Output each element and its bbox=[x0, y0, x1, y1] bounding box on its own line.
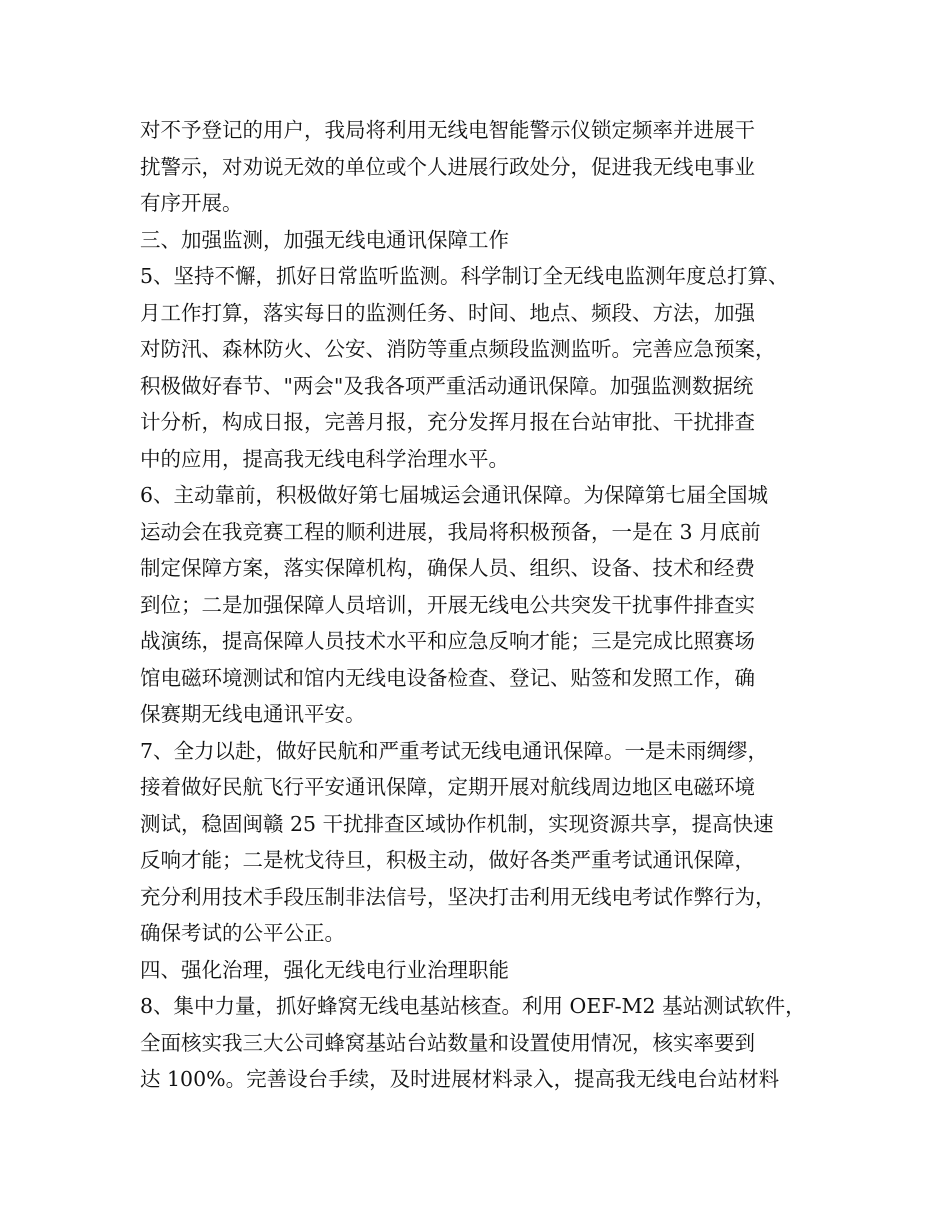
text-line: 反响才能；二是枕戈待旦，积极主动，做好各类严重考试通讯保障， bbox=[140, 848, 755, 872]
text-line: 计分析，构成日报，完善月报，充分发挥月报在台站审批、干扰排查 bbox=[140, 410, 755, 434]
section-heading: 三、加强监测，加强无线电通讯保障工作 bbox=[140, 227, 509, 252]
text-line: 积极做好春节、"两会"及我各项严重活动通讯保障。加强监测数据统 bbox=[140, 373, 754, 398]
text-line: 充分利用技术手段压制非法信号，坚决打击利用无线电考试作弊行为， bbox=[140, 884, 776, 909]
text-line: 扰警示，对劝说无效的单位或个人进展行政处分，促进我无线电事业 bbox=[140, 154, 755, 179]
text-line: 运动会在我竞赛工程的顺利进展，我局将积极预备，一是在 3 月底前 bbox=[140, 519, 761, 544]
text-line: 接着做好民航飞行平安通讯保障，定期开展对航线周边地区电磁环境 bbox=[140, 775, 755, 799]
text-line: 6、主动靠前，积极做好第七届城运会通讯保障。为保障第七届全国城 bbox=[140, 483, 769, 507]
text-line: 有序开展。 bbox=[140, 191, 243, 215]
text-line: 保赛期无线电通讯平安。 bbox=[140, 702, 366, 726]
text-line: 7、全力以赴，做好民航和严重考试无线电通讯保障。一是未雨绸缪， bbox=[140, 738, 769, 763]
text-line: 确保考试的公平公正。 bbox=[140, 921, 345, 945]
text-line: 中的应用，提高我无线电科学治理水平。 bbox=[140, 446, 509, 471]
text-line: 测试，稳固闽赣 25 干扰排查区域协作机制，实现资源共享，提高快速 bbox=[140, 811, 774, 836]
text-line: 对不予登记的用户，我局将利用无线电智能警示仪锁定频率并进展干 bbox=[140, 118, 755, 142]
text-line: 制定保障方案，落实保障机构，确保人员、组织、设备、技术和经费 bbox=[140, 556, 755, 580]
text-line: 战演练，提高保障人员技术水平和应急反响才能；三是完成比照赛场 bbox=[140, 629, 755, 653]
text-line: 到位；二是加强保障人员培训，开展无线电公共突发干扰事件排查实 bbox=[140, 592, 755, 617]
text-line: 馆电磁环境测试和馆内无线电设备检查、登记、贴签和发照工作，确 bbox=[140, 665, 755, 690]
text-line: 对防汛、森林防火、公安、消防等重点频段监测监听。完善应急预案， bbox=[140, 337, 776, 361]
text-line: 达 100%。完善设台手续，及时进展材料录入，提高我无线电台站材料 bbox=[140, 1067, 780, 1091]
text-line: 5、坚持不懈，抓好日常监听监测。科学制订全无线电监测年度总打算、 bbox=[140, 264, 789, 288]
text-line: 月工作打算，落实每日的监测任务、时间、地点、频段、方法，加强 bbox=[140, 300, 755, 325]
section-heading: 四、强化治理，强化无线电行业治理职能 bbox=[140, 957, 509, 982]
text-line: 8、集中力量，抓好蜂窝无线电基站核查。利用 OEF-M2 基站测试软件， bbox=[140, 994, 806, 1018]
document-body bbox=[140, 112, 830, 1098]
text-line: 全面核实我三大公司蜂窝基站台站数量和设置使用情况，核实率要到 bbox=[140, 1030, 755, 1055]
